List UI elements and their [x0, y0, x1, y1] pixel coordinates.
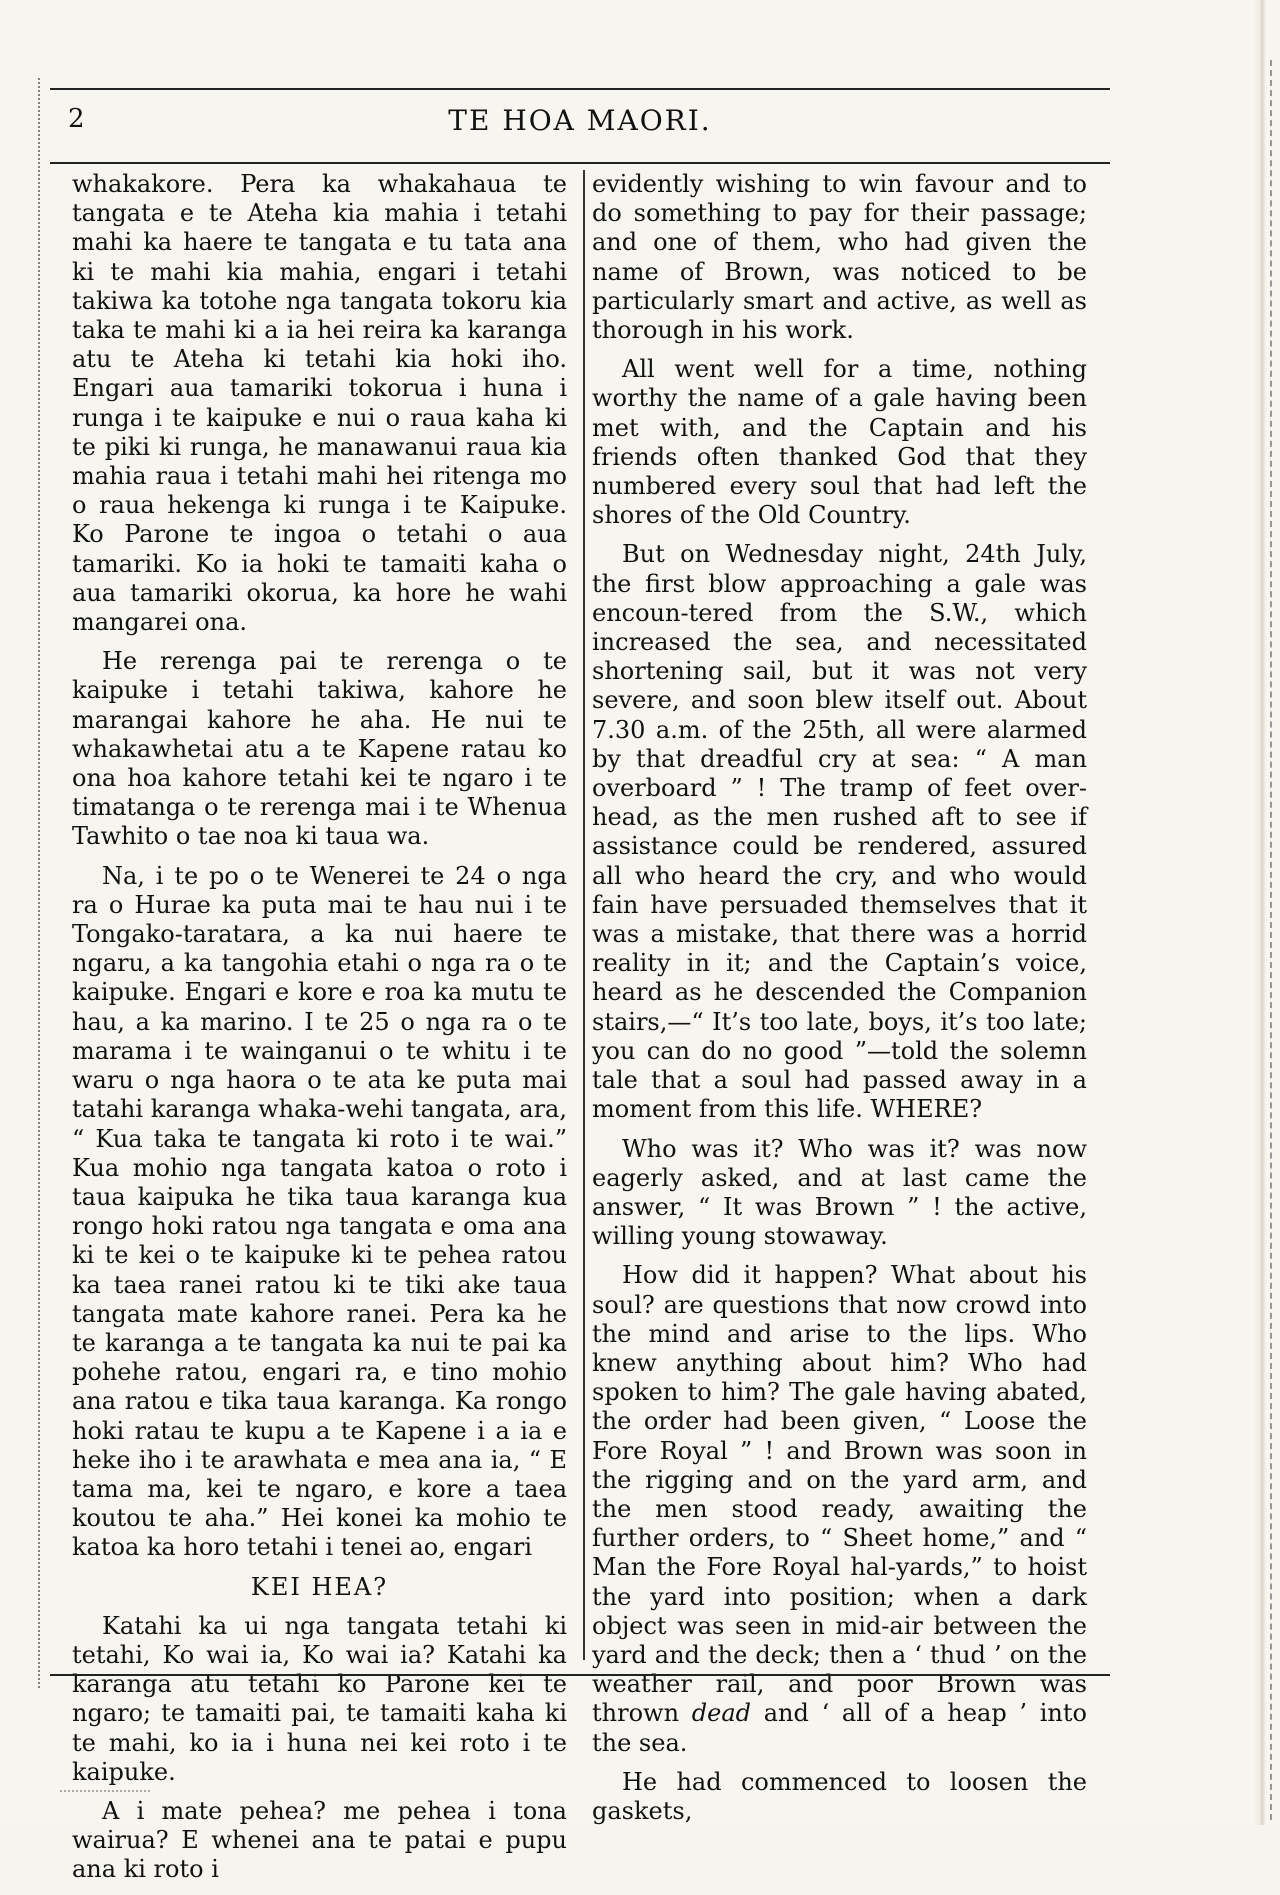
- right-paragraph-6: He had commenced to loosen the gaskets,: [592, 1767, 1087, 1825]
- left-paragraph-3: Na, i te po o te Wenerei te 24 o nga ra o Hurae ka puta mai te hau nui i te Tongako-taratara, a ka nui haere te ngaru, a ka tangohia etahi o nga ra o te kaipuke. Engari e kore e roa ka mutu te hau, a ka marino. I te 25 o nga ra o te marama i te wainganui o te whitu i te waru o nga haora o te ata ke puta mai tatahi karanga whaka-wehi tangata, ara, “ Kua taka te tangata ki roto i te wai.” Kua mohio nga tangata katoa o roto i taua kaipuka he tika taua karanga kua rongo hoki ratou nga tangata e oma ana ki te kei o te kaipuke ki te pehea ratou ka taea ranei ratou ki te tiki ake taua tangata mate kahore ranei. Pera ka he te karanga a te tangata ka nui te pai ka pohehe ratou, engari ra, e tino mohio ana ratou e tika taua karanga. Ka rongo hoki ratau te kupu a te Kapene i a ia e heke iho i te arawhata e mea ana ia, “ E tama ma, kei te ngaro, e kore a taea koutou te aha.” Hei konei ka mohio te katoa ka horo tetahi i tenei ao, engari: [72, 861, 567, 1562]
- left-paragraph-2: He rerenga pai te rerenga o te kaipuke i tetahi takiwa, kahore he marangai kahore he aha. He nui te whakawhetai atu a te Kapene ratau ko ona hoa kahore tetahi kei te ngaro i te timatanga o te rerenga mai i te Whenua Tawhito o tae noa ki taua wa.: [72, 647, 567, 851]
- right-column: [592, 170, 1087, 1836]
- bottom-rule: [50, 1674, 1110, 1676]
- right-paragraph-1: evidently wishing to win favour and to do something to pay for their passage; and one of them, who had given the name of Brown, was noticed to be particularly smart and active, as well as thorough in his work.: [592, 170, 1087, 345]
- scan-specks: [60, 1790, 150, 1804]
- right-paragraph-5-end: and ‘ all of a heap ’ into the sea.: [592, 1699, 1087, 1757]
- page-number: 2: [68, 104, 85, 134]
- right-paragraph-5-emphasis: dead: [691, 1699, 751, 1728]
- scan-edge-right: [1254, 0, 1276, 1825]
- right-paragraph-2: All went well for a time, nothing worthy the name of a gale having been met with, and the Captain and his friends often thanked God that they numbered every soul that had left the shores of the Old Country.: [592, 355, 1087, 530]
- right-paragraph-5-start: How did it happen? What about his soul? are questions that now crowd into the mind and arise to the lips. Who knew anything about him? Who had spoken to him? The gale having abated, the order had been given, “ Loose the Fore Royal ” ! and Brown was soon in the rigging and on the yard arm, and the men stood ready, awaiting the further orders, to “ Sheet home,” and “ Man the Fore Royal hal-yards,” to hoist the yard into position; when a dark object was seen in mid-air between the yard and the deck; then a ‘ thud ’ on the weather rail, and poor Brown was thrown: [592, 1261, 1087, 1728]
- header-rule: [50, 162, 1110, 164]
- left-subheading: KEI HEA?: [250, 1572, 389, 1601]
- left-paragraph-4: Katahi ka ui nga tangata tetahi ki tetahi, Ko wai ia, Ko wai ia? Katahi ka karanga atu tetahi ko Parone kei te ngaro; te tamaiti pai, te tamaiti kaha ki te mahi, ko ia i huna nei kei roto i te kaipuke.: [72, 1611, 567, 1786]
- page-header: [50, 98, 1110, 150]
- left-paragraph-5: A i mate pehea? me pehea i tona wairua? E whenei ana te patai e pupu ana ki roto i: [72, 1796, 567, 1884]
- right-paragraph-4: Who was it? Who was it? was now eagerly asked, and at last came the answer, “ It was Brown ” ! the active, willing young stowaway.: [592, 1134, 1087, 1251]
- scan-edge-left: [38, 78, 48, 1688]
- right-paragraph-3: But on Wednesday night, 24th July, the first blow approaching a gale was encoun-tered from the S.W., which increased the sea, and necessitated shortening sail, but it was not very severe, and soon blew itself out. About 7.30 a.m. of the 25th, all were alarmed by that dreadful cry at sea: “ A man overboard ” ! The tramp of feet over-head, as the men rushed aft to see if assistance could be rendered, assured all who heard the cry, and who would fain have persuaded themselves that it was a mistake, that there was a horrid reality in it; and the Captain’s voice, heard as he descended the Companion stairs,—“ It’s too late, boys, it’s too late; you can do no good ”—told the solemn tale that a soul had passed away in a moment from this life. WHERE?: [592, 540, 1087, 1124]
- right-paragraph-5: [592, 1261, 1087, 1757]
- left-column: [72, 170, 567, 1895]
- left-paragraph-1: whakakore. Pera ka whakahaua te tangata e te Ateha kia mahia i tetahi mahi ka haere te tangata e tu tata ana ki te mahi kia mahia, engari i tetahi takiwa ka totohe nga tangata tokoru kia taka te mahi ki a ia hei reira ka karanga atu te Ateha ki tetahi kia hoki iho. Engari aua tamariki tokorua i huna i runga i te kaipuke e nui o raua kaha ki te piki ki runga, he manawanui raua kia mahia raua i tetahi mahi hei ritenga mo o raua hekenga ki runga i te Kaipuke. Ko Parone te ingoa o tetahi o aua tamariki. Ko ia hoki te tamaiti kaha o aua tamariki okorua, ka hore he wahi mangarei ona.: [72, 170, 567, 637]
- running-title: TE HOA MAORI.: [448, 104, 712, 137]
- column-divider: [583, 170, 585, 1660]
- top-rule: [50, 88, 1110, 90]
